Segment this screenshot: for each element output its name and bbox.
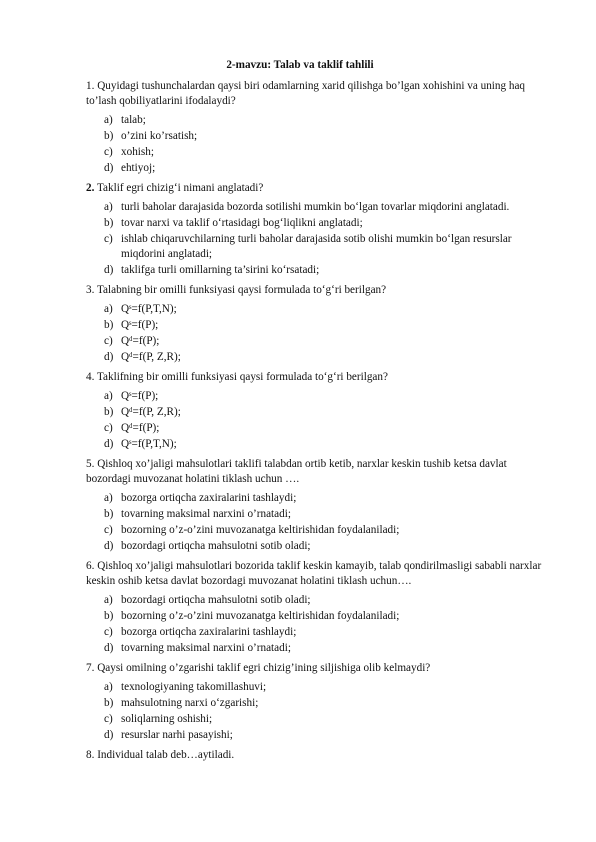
option-c	[104, 145, 544, 160]
question-body: Qishloq xo’jaligi mahsulotlari bozorida taklif keskin kamayib, talab qondirilmasligi sababli narxlar keskin oshib ketsa davlat bozordagi muvozanat holatini tiklash uchun….	[86, 560, 542, 587]
option-c	[104, 712, 544, 727]
option-text: bozorga ortiqcha zaxiralarini tashlaydi;	[121, 492, 297, 504]
option-letter: c)	[104, 713, 113, 725]
option-text: xohish;	[121, 146, 154, 158]
question-text	[86, 748, 544, 763]
option-d	[104, 728, 544, 743]
option-text: tovarning maksimal narxini o’rnatadi;	[121, 642, 291, 654]
option-text: ishlab chiqaruvchilarning turli baholar darajasida sotib olishi mumkin bo‘lgan resurslar miqdorini anglatadi;	[121, 233, 512, 260]
option-b	[104, 129, 544, 144]
option-letter: a)	[104, 594, 113, 606]
question-body: Qaysi omilning o’zgarishi taklif egri chizig’ining siljishiga olib kelmaydi?	[97, 662, 431, 674]
option-text: Qˢ=f(P);	[121, 319, 159, 331]
option-letter: b)	[104, 406, 114, 418]
option-text: Qˢ=f(P);	[121, 390, 159, 402]
option-text: Qᵈ=f(P);	[121, 335, 160, 347]
question-body: Qishloq xo’jaligi mahsulotlari taklifi talabdan ortib ketib, narxlar keskin tushib ketsa davlat bozordagi muvozanat holatini tiklash uchun ….	[86, 458, 507, 485]
option-text: soliqlarning oshishi;	[121, 713, 213, 725]
option-letter: d)	[104, 642, 114, 654]
option-c	[104, 523, 544, 538]
option-letter: b)	[104, 217, 114, 229]
option-text: mahsulotning narxi o‘zgarishi;	[121, 697, 259, 709]
question-body: Quyidagi tushunchalardan qaysi biri odamlarning xarid qilishga bo’lgan xohishini va uning haq to’lash qobiliyatlarini ifodalaydi?	[86, 80, 526, 107]
question-4	[86, 370, 544, 452]
option-c	[104, 232, 544, 262]
option-text: o’zini ko’rsatish;	[121, 130, 198, 142]
option-c	[104, 625, 544, 640]
option-d	[104, 161, 544, 176]
question-text	[86, 181, 544, 196]
page-title: 2-mavzu: Talab va taklif tahlili	[226, 59, 374, 71]
option-a	[104, 113, 544, 128]
option-c	[104, 334, 544, 349]
question-body: Talabning bir omilli funksiyasi qaysi formulada to‘g‘ri berilgan?	[97, 284, 387, 296]
question-8	[86, 748, 544, 763]
option-text: talab;	[121, 114, 146, 126]
option-text: Qᵈ=f(P);	[121, 422, 160, 434]
option-d	[104, 350, 544, 365]
option-letter: a)	[104, 492, 113, 504]
option-d	[104, 263, 544, 278]
option-letter: b)	[104, 319, 114, 331]
option-c	[104, 421, 544, 436]
option-b	[104, 318, 544, 333]
question-7	[86, 661, 544, 743]
option-b	[104, 405, 544, 420]
question-6	[86, 559, 544, 656]
option-a	[104, 389, 544, 404]
option-text: tovar narxi va taklif o‘rtasidagi bog‘liqlikni anglatadi;	[121, 217, 363, 229]
options-list	[86, 113, 544, 176]
options-list	[86, 680, 544, 743]
option-letter: b)	[104, 508, 114, 520]
option-letter: d)	[104, 540, 114, 552]
question-text	[86, 559, 544, 589]
question-text	[86, 79, 544, 109]
option-text: bozorga ortiqcha zaxiralarini tashlaydi;	[121, 626, 297, 638]
option-d	[104, 437, 544, 452]
option-b	[104, 609, 544, 624]
question-number: 2.	[86, 182, 95, 194]
option-a	[104, 200, 544, 215]
option-text: Qˢ=f(P,T,N);	[121, 303, 177, 315]
option-text: bozordagi ortiqcha mahsulotni sotib oladi;	[121, 540, 311, 552]
option-text: Qˢ=f(P,T,N);	[121, 438, 177, 450]
option-a	[104, 491, 544, 506]
question-text	[86, 457, 544, 487]
option-b	[104, 696, 544, 711]
option-text: turli baholar darajasida bozorda sotilishi mumkin bo‘lgan tovarlar miqdorini anglatadi.	[121, 201, 510, 213]
option-a	[104, 680, 544, 695]
option-text: ehtiyoj;	[121, 162, 156, 174]
options-list	[86, 491, 544, 554]
option-letter: a)	[104, 303, 113, 315]
option-letter: b)	[104, 610, 114, 622]
question-text	[86, 370, 544, 385]
options-list	[86, 200, 544, 278]
option-letter: d)	[104, 438, 114, 450]
option-letter: c)	[104, 626, 113, 638]
option-text: Qᵈ=f(P, Z,R);	[121, 406, 181, 418]
question-body: Taklif egri chizig‘i nimani anglatadi?	[97, 182, 264, 194]
question-3	[86, 283, 544, 365]
question-5	[86, 457, 544, 554]
question-number: 7.	[86, 662, 95, 674]
option-text: Qᵈ=f(P, Z,R);	[121, 351, 181, 363]
option-letter: c)	[104, 233, 113, 245]
option-a	[104, 593, 544, 608]
question-number: 5.	[86, 458, 95, 470]
option-text: resurslar narhi pasayishi;	[121, 729, 233, 741]
option-text: texnologiyaning takomillashuvi;	[121, 681, 267, 693]
question-1	[86, 79, 544, 176]
question-number: 6.	[86, 560, 95, 572]
options-list	[86, 593, 544, 656]
option-letter: b)	[104, 130, 114, 142]
option-a	[104, 302, 544, 317]
option-letter: d)	[104, 351, 114, 363]
option-letter: d)	[104, 162, 114, 174]
question-body: Individual talab deb…aytiladi.	[97, 749, 235, 761]
option-d	[104, 641, 544, 656]
option-b	[104, 216, 544, 231]
option-letter: c)	[104, 422, 113, 434]
option-text: tovarning maksimal narxini o’rnatadi;	[121, 508, 291, 520]
question-text	[86, 283, 544, 298]
question-2	[86, 181, 544, 278]
option-text: taklifga turli omillarning ta’sirini ko‘rsatadi;	[121, 264, 320, 276]
question-number: 3.	[86, 284, 95, 296]
option-letter: d)	[104, 729, 114, 741]
option-text: bozorning o’z-o’zini muvozanatga keltirishidan foydalaniladi;	[121, 610, 400, 622]
option-d	[104, 539, 544, 554]
option-letter: c)	[104, 335, 113, 347]
option-text: bozordagi ortiqcha mahsulotni sotib oladi;	[121, 594, 311, 606]
options-list	[86, 302, 544, 365]
option-letter: a)	[104, 114, 113, 126]
question-number: 8.	[86, 749, 95, 761]
option-letter: a)	[104, 201, 113, 213]
question-text	[86, 661, 544, 676]
question-number: 1.	[86, 80, 95, 92]
option-letter: d)	[104, 264, 114, 276]
option-letter: c)	[104, 524, 113, 536]
option-letter: b)	[104, 697, 114, 709]
option-letter: a)	[104, 390, 113, 402]
option-text: bozorning o’z-o’zini muvozanatga keltirishidan foydalaniladi;	[121, 524, 400, 536]
option-letter: a)	[104, 681, 113, 693]
option-b	[104, 507, 544, 522]
option-letter: c)	[104, 146, 113, 158]
options-list	[86, 389, 544, 452]
question-number: 4.	[86, 371, 95, 383]
question-body: Taklifning bir omilli funksiyasi qaysi formulada to‘g‘ri berilgan?	[97, 371, 388, 383]
